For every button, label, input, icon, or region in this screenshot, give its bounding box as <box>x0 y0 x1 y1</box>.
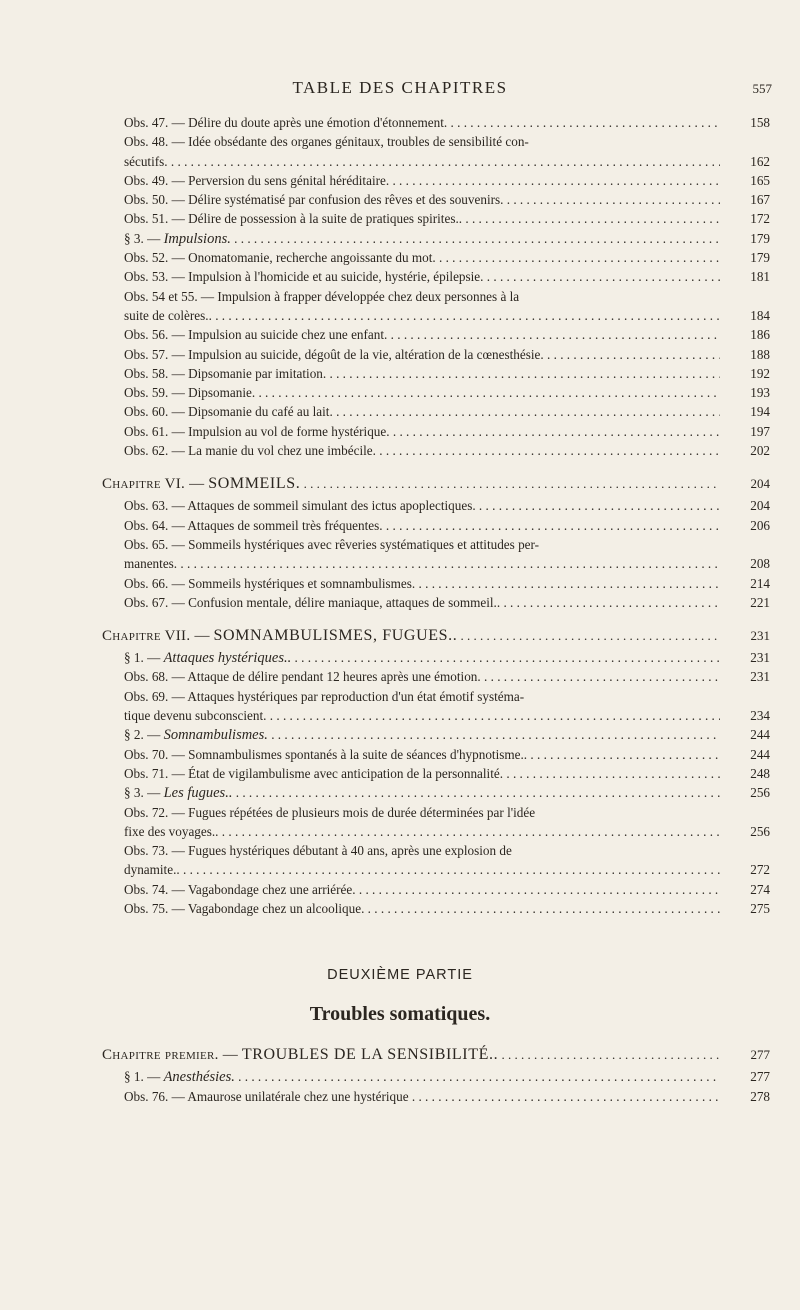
entry-text: Obs. 50. — Délire systématisé par confusion des rêves et des souvenirs. . . . <box>0 190 720 209</box>
entry-text: Obs. 47. — Délire du doute après une émotion d'étonnement. . . . <box>0 113 720 132</box>
toc-entry <box>0 1087 800 1106</box>
page-ref: 167 <box>750 192 770 208</box>
section-text <box>0 229 720 248</box>
part-subtitle: Troubles somatiques. <box>309 1003 491 1026</box>
entry-text: Obs. 59. — Dipsomanie. . . . <box>0 383 720 402</box>
page-ref: 231 <box>750 669 770 685</box>
toc-entry <box>0 171 800 190</box>
toc-entry <box>0 248 800 267</box>
toc-block-2 <box>0 496 800 612</box>
toc-entry <box>0 764 800 783</box>
page-ref: 179 <box>750 250 770 266</box>
toc-entry <box>0 132 800 151</box>
page-ref: 181 <box>750 269 770 285</box>
entry-text: Obs. 53. — Impulsion à l'homicide et au suicide, hystérie, épilepsie. . . . <box>0 267 720 286</box>
toc-entry <box>0 422 800 441</box>
toc-entry <box>0 383 800 402</box>
page-ref: 277 <box>750 1047 770 1063</box>
entry-text: sécutifs. . . . <box>0 152 720 171</box>
entry-text: Obs. 54 et 55. — Impulsion à frapper développée chez deux personnes à la <box>124 288 520 304</box>
page-ref: 256 <box>750 823 770 839</box>
section-heading <box>0 648 800 667</box>
toc-block-3 <box>0 648 800 918</box>
page-ref: 277 <box>750 1069 770 1085</box>
toc-entry <box>0 345 800 364</box>
toc-entry-continuation <box>0 554 800 573</box>
page-ref: 231 <box>750 650 770 666</box>
toc-entry <box>0 574 800 593</box>
entry-text: Obs. 67. — Confusion mentale, délire maniaque, attaques de sommeil.. . . . <box>0 593 720 612</box>
entry-text: Obs. 63. — Attaques de sommeil simulant des ictus apoplectiques. . . . <box>0 496 720 515</box>
entry-text: Obs. 52. — Onomatomanie, recherche angoissante du mot. . . . <box>0 248 720 267</box>
toc-entry <box>0 190 800 209</box>
page-ref: 179 <box>750 230 770 246</box>
toc-entry <box>0 899 800 918</box>
entry-text: Obs. 51. — Délire de possession à la suite de pratiques spirites.. . . . <box>0 209 720 228</box>
section-title: Anesthésies. <box>163 1069 235 1086</box>
toc-entry <box>0 880 800 899</box>
entry-text: Obs. 58. — Dipsomanie par imitation. . . . <box>0 364 720 383</box>
toc-entry <box>0 803 800 822</box>
entry-text: Obs. 74. — Vagabondage chez une arriérée. . . . <box>0 880 720 899</box>
page-ref: 234 <box>750 708 770 724</box>
page-ref: 244 <box>750 746 770 762</box>
toc-entry <box>0 516 800 535</box>
chapter-title: SOMMEILS. <box>208 475 301 493</box>
page-ref: 204 <box>750 476 770 492</box>
page-ref: 244 <box>750 727 770 743</box>
section-heading <box>0 229 800 248</box>
section-heading <box>0 783 800 802</box>
page-ref: 165 <box>750 172 770 188</box>
chapter-label: Chapitre VI. — <box>102 476 205 493</box>
entry-text: fixe des voyages.. . . . <box>0 822 720 841</box>
toc-entry-continuation <box>0 706 800 725</box>
page-number: 557 <box>752 81 772 96</box>
running-title: TABLE DES CHAPITRES <box>292 78 508 97</box>
toc-block-1 <box>0 113 800 460</box>
page-ref: 208 <box>750 556 770 572</box>
page-ref: 248 <box>750 765 770 781</box>
page-ref: 206 <box>750 517 770 533</box>
entry-text: Obs. 48. — Idée obsédante des organes génitaux, troubles de sensibilité con- <box>124 134 529 150</box>
entry-text: Obs. 61. — Impulsion au vol de forme hystérique. . . . <box>0 422 720 441</box>
toc-entry-continuation <box>0 860 800 879</box>
page-ref: 202 <box>750 443 770 459</box>
chapter-label: Chapitre premier. — <box>102 1047 239 1064</box>
page-ref: 231 <box>750 628 770 644</box>
section-number: § 3. — <box>124 785 161 801</box>
section-text <box>0 648 720 667</box>
section-title: Attaques hystériques.. <box>163 650 292 667</box>
page-ref: 158 <box>750 115 770 130</box>
chapter-label: Chapitre VII. — <box>102 628 210 645</box>
section-title: Impulsions. <box>163 230 231 247</box>
entry-text: Obs. 69. — Attaques hystériques par reproduction d'un état émotif systéma- <box>124 688 525 704</box>
entry-text: Obs. 76. — Amaurose unilatérale chez une hystérique . . . <box>0 1087 720 1106</box>
toc-entry-continuation <box>0 152 800 171</box>
chapter-6-heading <box>0 472 800 496</box>
toc-entry <box>0 402 800 421</box>
toc-entry <box>0 593 800 612</box>
entry-text: Obs. 57. — Impulsion au suicide, dégoût de la vie, altération de la cœnesthésie. . . . <box>0 345 720 364</box>
page-ref: 193 <box>750 385 770 401</box>
toc-entry-continuation <box>0 822 800 841</box>
section-number: § 2. — <box>124 727 161 743</box>
toc-entry <box>0 209 800 228</box>
entry-text: Obs. 49. — Perversion du sens génital héréditaire. . . . <box>0 171 720 190</box>
toc-entry <box>0 113 800 132</box>
entry-text: Obs. 73. — Fugues hystériques débutant à 40 ans, après une explosion de <box>124 843 512 859</box>
page-ref: 275 <box>750 900 770 916</box>
page-ref: 204 <box>750 498 770 514</box>
entry-text: Obs. 65. — Sommeils hystériques avec rêveries systématiques et attitudes per- <box>124 536 540 552</box>
entry-text: Obs. 62. — La manie du vol chez une imbécile. . . . <box>0 441 720 460</box>
section-text <box>0 725 720 744</box>
toc-entry-continuation <box>0 306 800 325</box>
toc-entry <box>0 441 800 460</box>
page-ref: 194 <box>750 404 770 420</box>
toc-entry <box>0 667 800 686</box>
page-ref: 184 <box>750 307 770 323</box>
toc-entry <box>0 841 800 860</box>
page-header <box>0 78 800 102</box>
entry-text: Obs. 71. — État de vigilambulisme avec anticipation de la personnalité. . . . <box>0 764 720 783</box>
toc-block-4 <box>0 1067 800 1106</box>
toc-entry <box>0 745 800 764</box>
entry-text: dynamite.. . . . <box>0 860 720 879</box>
page-ref: 274 <box>750 881 770 897</box>
chapter-title: SOMNAMBULISMES, FUGUES.. <box>213 627 458 645</box>
chapter-1-heading <box>0 1043 800 1067</box>
section-title: Somnambulismes. <box>163 727 268 744</box>
section-number: § 1. — <box>124 650 161 666</box>
toc-entry <box>0 496 800 515</box>
entry-text: Obs. 60. — Dipsomanie du café au lait. . . . <box>0 402 720 421</box>
page-ref: 256 <box>750 785 770 801</box>
toc-entry <box>0 364 800 383</box>
section-title: Les fugues.. <box>163 785 233 802</box>
entry-text: Obs. 68. — Attaque de délire pendant 12 heures après une émotion. . . . <box>0 667 720 686</box>
entry-text: Obs. 66. — Sommeils hystériques et somnambulismes. . . . <box>0 574 720 593</box>
table-of-contents <box>0 113 800 1106</box>
section-heading <box>0 725 800 744</box>
entry-text: Obs. 72. — Fugues répétées de plusieurs mois de durée déterminées par l'idée <box>124 804 536 820</box>
entry-text: Obs. 56. — Impulsion au suicide chez une enfant. . . . <box>0 325 720 344</box>
toc-entry <box>0 687 800 706</box>
page-ref: 221 <box>750 594 770 610</box>
section-number: § 1. — <box>124 1069 161 1085</box>
toc-entry <box>0 535 800 554</box>
toc-entry <box>0 325 800 344</box>
entry-text: tique devenu subconscient. . . . <box>0 706 720 725</box>
page-ref: 188 <box>750 346 770 362</box>
entry-text: Obs. 75. — Vagabondage chez un alcoolique. . . . <box>0 899 720 918</box>
page-ref: 186 <box>750 327 770 343</box>
page-ref: 192 <box>750 365 770 381</box>
section-text <box>0 1067 720 1086</box>
chapter-7-heading <box>0 624 800 648</box>
part-heading: DEUXIÈME PARTIE <box>327 967 473 984</box>
toc-entry <box>0 287 800 306</box>
page-ref: 172 <box>750 211 770 227</box>
toc-entry <box>0 267 800 286</box>
entry-text: manentes. . . . <box>0 554 720 573</box>
page-ref: 214 <box>750 575 770 591</box>
entry-text: Obs. 70. — Somnambulismes spontanés à la suite de séances d'hypnotisme.. . . . <box>0 745 720 764</box>
section-heading <box>0 1067 800 1086</box>
page-ref: 162 <box>750 153 770 169</box>
page-ref: 278 <box>750 1088 770 1104</box>
section-number: § 3. — <box>124 230 161 246</box>
entry-text: Obs. 64. — Attaques de sommeil très fréquentes. . . . <box>0 516 720 535</box>
entry-text: suite de colères.. . . . <box>0 306 720 325</box>
section-text <box>0 783 720 802</box>
page-ref: 272 <box>750 862 770 878</box>
page-ref: 197 <box>750 423 770 439</box>
chapter-title: TROUBLES DE LA SENSIBILITÉ.. <box>241 1046 499 1064</box>
